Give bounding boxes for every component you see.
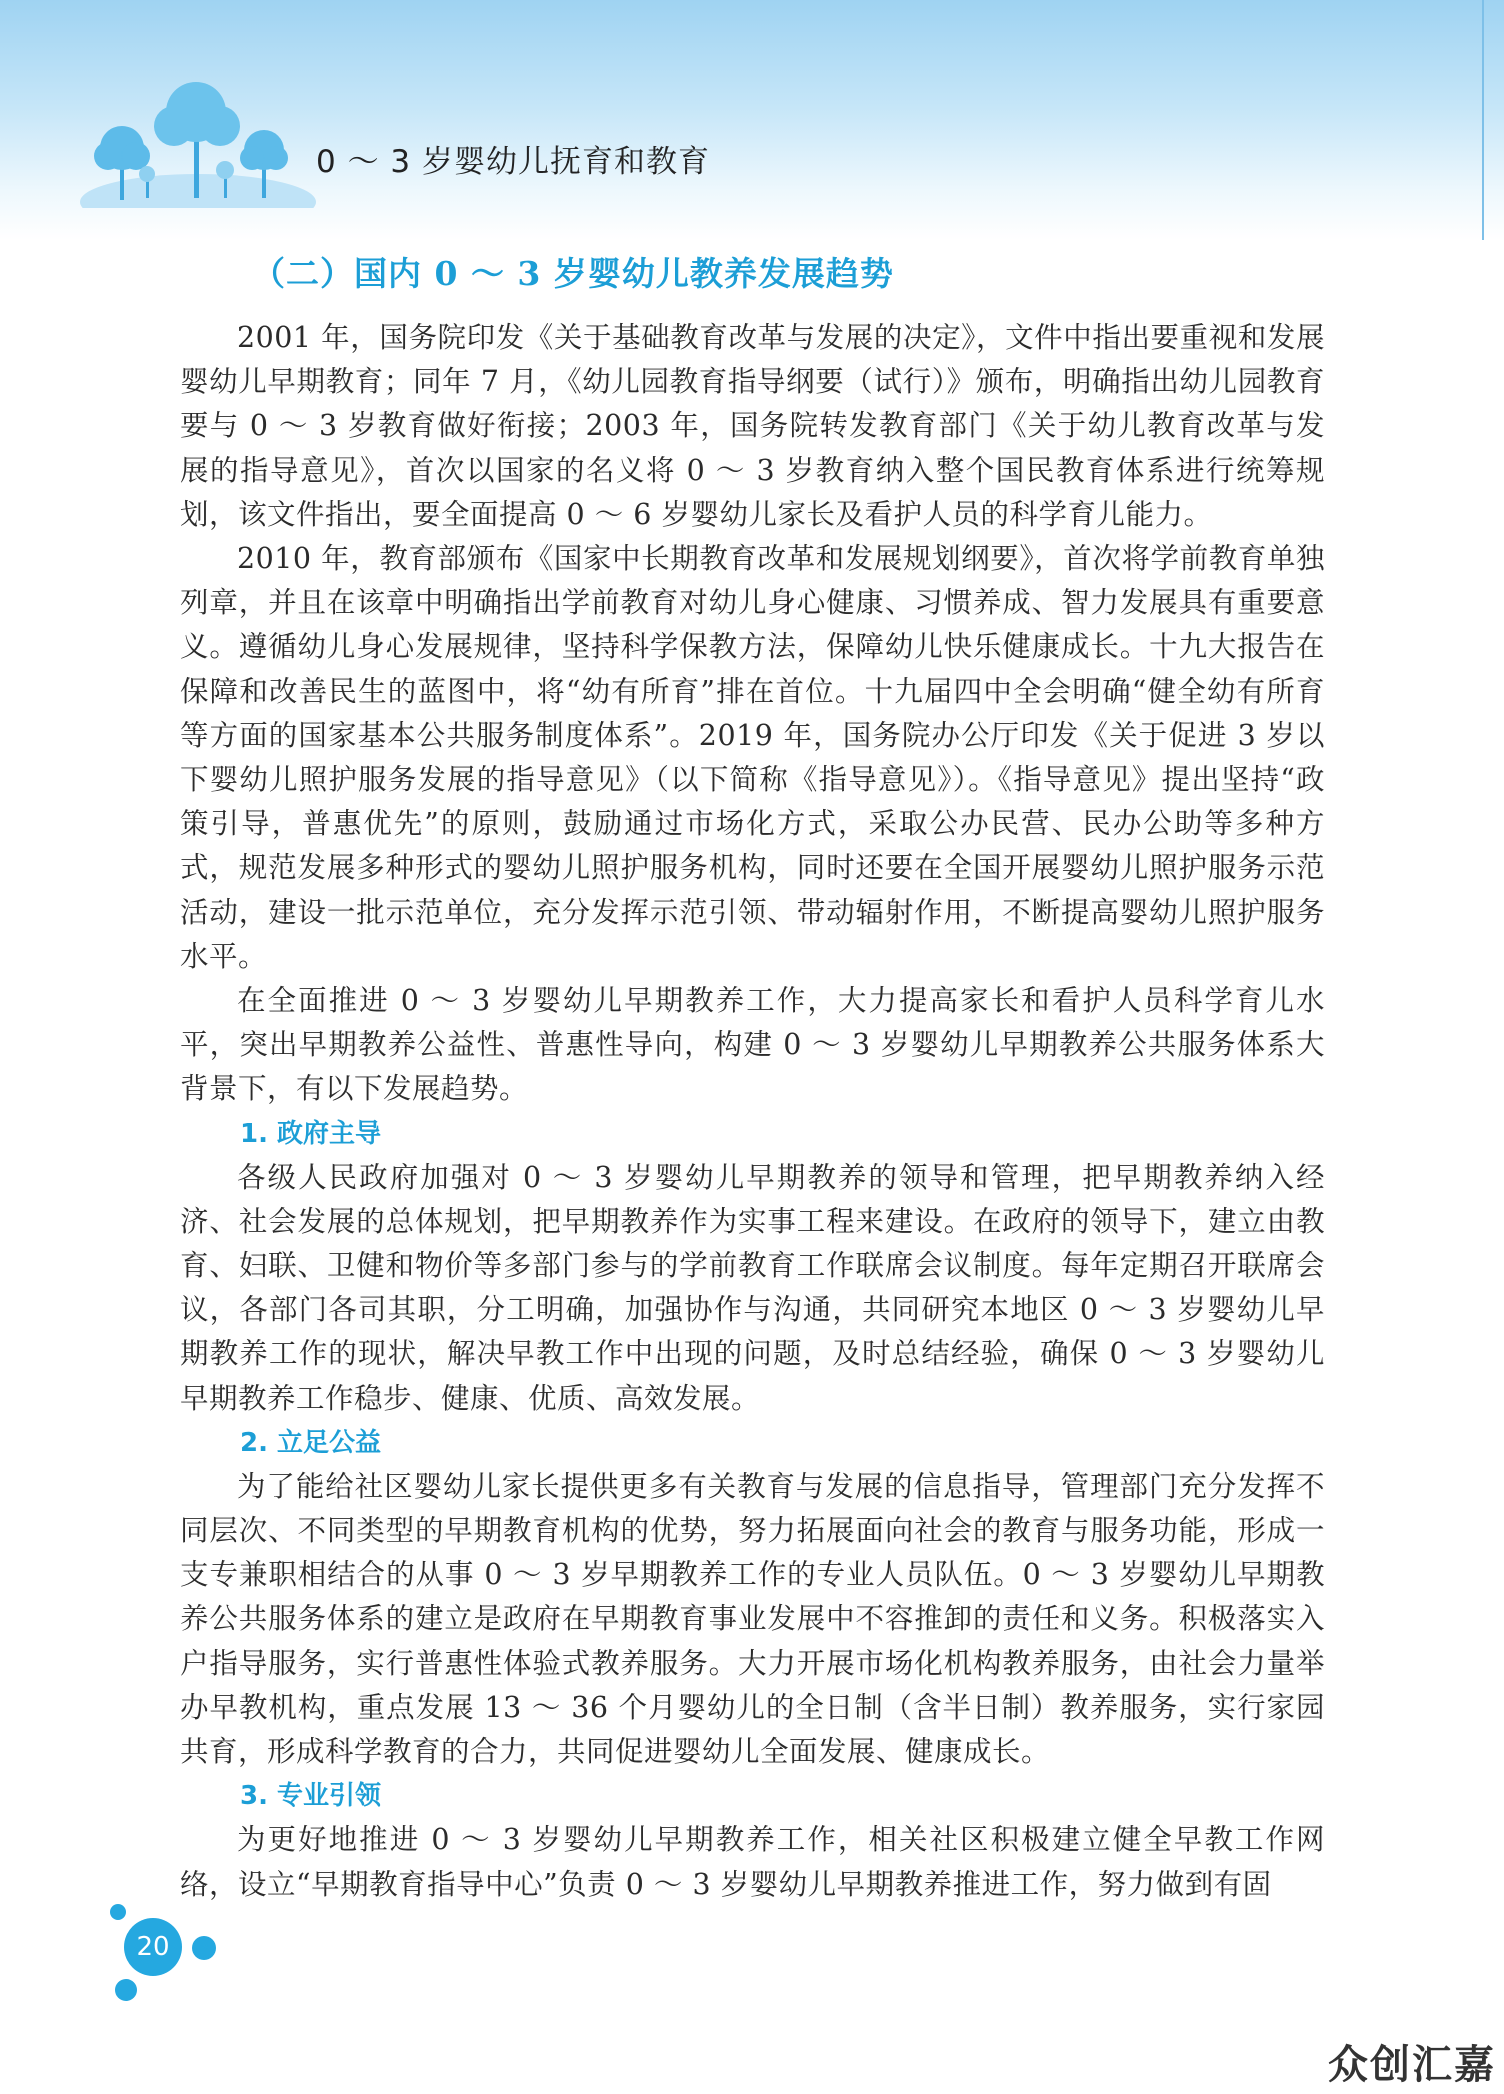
page-body: [180, 246, 1325, 1907]
subheading-public-welfare: 2. 立足公益: [240, 1427, 382, 1458]
trees-illustration: [78, 78, 328, 208]
subheading-government-led: 1. 政府主导: [240, 1118, 382, 1149]
paragraph: 为更好地推进 0 ～ 3 岁婴幼儿早期教养工作，相关社区积极建立健全早教工作网络，设立“早期教育指导中心”负责 0 ～ 3 岁婴幼儿早期教养推进工作，努力做到有固: [180, 1823, 1325, 1901]
paragraph: 各级人民政府加强对 0 ～ 3 岁婴幼儿早期教养的领导和管理，把早期教养纳入经济、社会发展的总体规划，把早期教养作为实事工程来建设。在政府的领导下，建立由教育、妇联、卫健和物价等多部门参与的学前教育工作联席会议制度。每年定期召开联席会议，各部门各司其职，分工明确，加强协作与沟通，共同研究本地区 0 ～ 3 岁婴幼儿早期教养工作的现状，解决早教工作中出现的问题，及时总结经验，确保 0 ～ 3 岁婴幼儿早期教养工作稳步、健康、优质、高效发展。: [180, 1160, 1325, 1415]
paragraph: 为了能给社区婴幼儿家长提供更多有关教育与发展的信息指导，管理部门充分发挥不同层次、不同类型的早期教育机构的优势，努力拓展面向社会的教育与服务功能，形成一支专兼职相结合的从事 0 ～ 3 岁早期教养工作的专业人员队伍。0 ～ 3 岁婴幼儿早期教养公共服务体系的建立是政府在早期教育事业发展中不容推卸的责任和义务。积极落实入户指导服务，实行普惠性体验式教养服务。大力开展市场化机构教养服务，由社会力量举办早教机构，重点发展 13 ～ 36 个月婴幼儿的全日制（含半日制）教养服务，实行家园共育，形成科学教育的合力，共同促进婴幼儿全面发展、健康成长。: [180, 1469, 1325, 1769]
paragraph: 2001 年，国务院印发《关于基础教育改革与发展的决定》，文件中指出要重视和发展婴幼儿早期教育；同年 7 月，《幼儿园教育指导纲要（试行）》颁布，明确指出幼儿园教育要与 0 ～ 3 岁教育做好衔接；2003 年，国务院转发教育部门《关于幼儿教育改革与发展的指导意见》，首次以国家的名义将 0 ～ 3 岁教育纳入整个国民教育体系进行统筹规划，该文件指出，要全面提高 0 ～ 6 岁婴幼儿家长及看护人员的科学育儿能力。: [180, 321, 1325, 531]
section-title: （二）国内 0 ～ 3 岁婴幼儿教养发展趋势: [252, 254, 894, 293]
page-number: 20: [124, 1918, 182, 1976]
paragraph: 在全面推进 0 ～ 3 岁婴幼儿早期教养工作，大力提高家长和看护人员科学育儿水平，突出早期教养公益性、普惠性导向，构建 0 ～ 3 岁婴幼儿早期教养公共服务体系大背景下，有以下发展趋势。: [180, 984, 1325, 1106]
running-head-title: 0 ～ 3 岁婴幼儿抚育和教育: [316, 144, 711, 180]
subheading-professional-lead: 3. 专业引领: [240, 1781, 382, 1812]
watermark-logo: 众创汇嘉: [1328, 2042, 1496, 2088]
paragraph: 2010 年，教育部颁布《国家中长期教育改革和发展规划纲要》，首次将学前教育单独列章，并且在该章中明确指出学前教育对幼儿身心健康、习惯养成、智力发展具有重要意义。遵循幼儿身心发展规律，坚持科学保教方法，保障幼儿快乐健康成长。十九大报告在保障和改善民生的蓝图中，将“幼有所育”排在首位。十九届四中全会明确“健全幼有所育等方面的国家基本公共服务制度体系”。2019 年，国务院办公厅印发《关于促进 3 岁以下婴幼儿照护服务发展的指导意见》（以下简称《指导意见》）。《指导意见》提出坚持“政策引导，普惠优先”的原则，鼓励通过市场化方式，采取公办民营、民办公助等多种方式，规范发展多种形式的婴幼儿照护服务机构，同时还要在全国开展婴幼儿照护服务示范活动，建设一批示范单位，充分发挥示范引领、带动辐射作用，不断提高婴幼儿照护服务水平。: [180, 542, 1325, 973]
header-edge-rule: [1482, 0, 1484, 240]
